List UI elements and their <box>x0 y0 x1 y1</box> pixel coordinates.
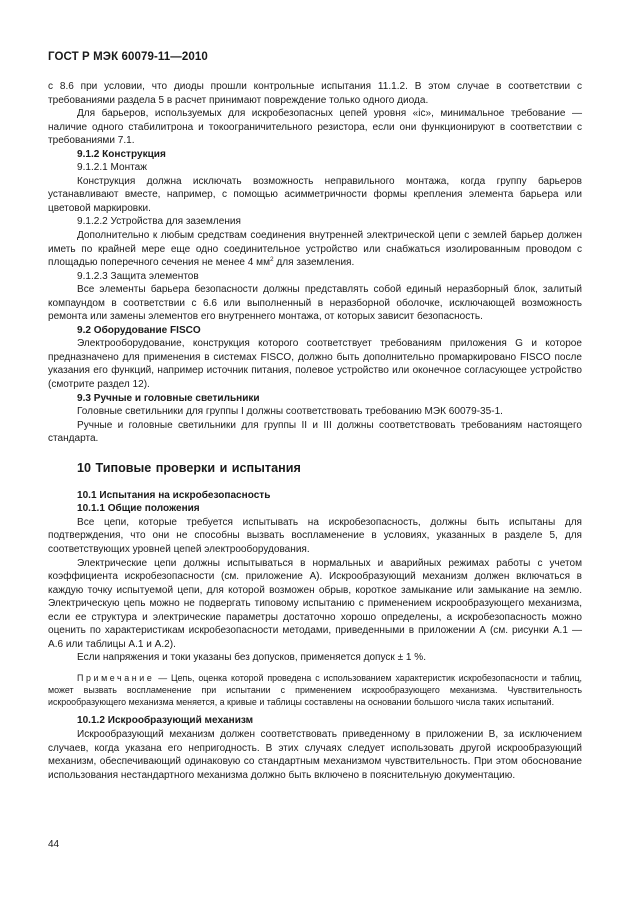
heading-9-2: 9.2 Оборудование FISCO <box>77 324 201 336</box>
heading-9-1-2-2: 9.1.2.2 Устройства для заземления <box>77 216 241 228</box>
paragraph-grounding <box>48 229 582 270</box>
paragraph-fisco: Электрооборудование, конструкция которого соответствует требованиям приложения G и которое предназначено для применения в системах FISCO, должно быть дополнительно промаркировано FISCO после указания его функций, например источник питания, полевое устройство или оконечное согласующее устройство (смотрите раздел 12). <box>48 338 582 391</box>
note <box>48 672 582 709</box>
paragraph-electric-circuits: Электрические цепи должны испытываться в нормальных и аварийных режимах работы с учетом коэффициента искробезопасности (см. приложение А). Искрообразующий механизм должен включаться в каждую точку испытуемой цепи, для которой возможен обрыв, короткое замыкание или замыкание на землю. Электрическую цепь можно не подвергать типовому испытанию с применением искрообразующего механизма, если ее структура и электрические параметры достаточно хорошо определены, а искробезопасность можно оценить по характеристикам искробезопасности методами, приведенными в приложении А (см. рисунки А.1 — А.6 или таблицы А.1 и А.2). <box>48 557 582 650</box>
note-text: — Цепь, оценка которой проведена с использованием характеристик искробезопасности и таблиц, может вызвать воспламенение при испытании с применением искрообразующего механизма. Чувствительность искрообразующего механизма меняется, а кривые и таблицы составлены на основании большого числа таких испытаний. <box>48 672 582 708</box>
paragraph-protection: Все элементы барьера безопасности должны представлять собой единый неразборный блок, залитый компаундом в соответствии с 6.6 или выполненный в неразборной оболочке, исключающей возможность ремонта или замены элементов его внутреннего монтажа, от которых зависит безопасность. <box>48 284 582 323</box>
heading-9-3: 9.3 Ручные и головные светильники <box>77 392 260 404</box>
paragraph-mounting: Конструкция должна исключать возможность неправильного монтажа, когда группу барьеров устанавливают вместе, например, с помощью асимметричности формы крепления элемента барьера или цветовой маркировки. <box>48 175 582 214</box>
heading-10-1: 10.1 Испытания на искробезопасность <box>77 489 271 501</box>
superscript: 2 <box>270 256 274 264</box>
heading-9-1-2-3: 9.1.2.3 Защита элементов <box>77 270 199 282</box>
heading-10-1-1: 10.1.1 Общие положения <box>77 503 200 515</box>
paragraph-tolerance: Если напряжения и токи указаны без допусков, применяется допуск ± 1 %. <box>77 652 427 664</box>
paragraph-cap-lamps-group-i: Головные светильники для группы I должны соответствовать требованию МЭК 60079-35-1. <box>77 406 503 418</box>
page-number: 44 <box>48 839 60 850</box>
paragraph-all-circuits: Все цепи, которые требуется испытывать на искробезопасность, должны быть испытаны для подтверждения, что они не способны вызвать воспламенение в условиях, указанных в разделе 5, для соответствующих уровней цепей электрооборудования. <box>48 516 582 555</box>
document-body <box>48 80 582 782</box>
paragraph-grounding-text: Дополнительно к любым средствам соединения внутренней электрической цепи с землей барьер должен иметь по крайней мере еще одно соединительное устройство или снабжаться изолированным проводом с площадью поперечного сечения не менее 4 мм <box>48 230 582 269</box>
section-heading-10: 10 Типовые проверки и испытания <box>77 460 301 475</box>
document-header: ГОСТ Р МЭК 60079-11—2010 <box>48 51 208 63</box>
paragraph-continuation: с 8.6 при условии, что диоды прошли контрольные испытания 11.1.2. В этом случае в соответствии с требованиями раздела 5 в расчет принимают повреждение только одного диода. <box>48 81 582 106</box>
paragraph-spark-mechanism: Искрообразующий механизм должен соответствовать приведенному в приложении B, за исключением случаев, когда указана его непригодность. В этих случаях следует использовать другой искрообразующий механизм, обеспечивающий одинаковую со стандартным механизмом чувствительность. При этом обоснование использования нестандартного механизма должно быть включено в пояснительную документацию. <box>48 729 582 781</box>
note-label: Примечание <box>77 672 155 683</box>
heading-10-1-2: 10.1.2 Искрообразующий механизм <box>77 715 254 727</box>
paragraph-cap-lamps-group-ii-iii: Ручные и головные светильники для группы II и III должны соответствовать требованиям настоящего стандарта. <box>48 419 582 445</box>
heading-9-1-2: 9.1.2 Конструкция <box>77 148 166 160</box>
paragraph-grounding-tail: для заземления. <box>273 257 355 269</box>
heading-9-1-2-1: 9.1.2.1 Монтаж <box>77 162 147 174</box>
paragraph-barriers-ic: Для барьеров, используемых для искробезопасных цепей уровня «ic», минимальное требование — наличие одного стабилитрона и токоограничительного резистора, если они функционируют в соответствии с требованиями 7.1. <box>48 108 582 147</box>
